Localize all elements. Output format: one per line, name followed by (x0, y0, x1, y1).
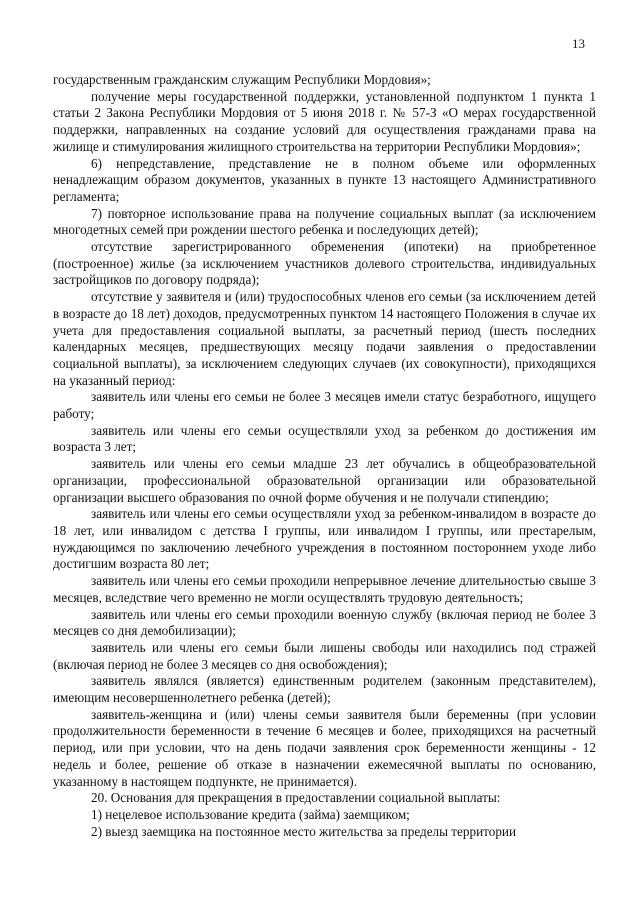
paragraph-item-20-termination-grounds: 20. Основания для прекращения в предоставлении социальной выплаты: (91, 790, 501, 806)
paragraph-disabled-care: заявитель или члены его семьи осуществляли уход за ребенком-инвалидом в возрасте до 18 лет, или инвалидом с детства I группы, или инвалидом I группы, или престарелым, нуждающимся по заключению лечебного учреждения в постоянном постороннем уходе либо достигшим возраста 80 лет; (53, 506, 596, 572)
paragraph-no-mortgage-encumbrance: отсутствие зарегистрированного обременения (ипотеки) на приобретенное (построенное) жилье (за исключением участников долевого строительства, индивидуальных застройщиков по договору подряда); (53, 239, 596, 288)
paragraph-termination-1: 1) нецелевое использование кредита (займа) заемщиком; (91, 806, 410, 822)
paragraph-item-6-incomplete-documents: 6) непредставление, представление не в полном объеме или оформленных ненадлежащим образом документов, указанных в пункте 13 настоящего Административного регламента; (53, 155, 596, 204)
paragraph-item-7-repeated-use: 7) повторное использование права на получение социальных выплат (за исключением многодетных семей при рождении шестого ребенка и последующих детей); (53, 205, 596, 238)
paragraph-state-support-measure: получение меры государственной поддержки, установленной подпунктом 1 пункта 1 статьи 2 Закона Республики Мордовия от 5 июня 2018 г. № 57-З «О мерах государственной поддержки, направленных на создание условий для осуществления гражданами права на жилище и стимулирования жилищного строительства на территории Республики Мордовия»; (53, 88, 596, 154)
document-body (53, 72, 596, 840)
paragraph-child-care: заявитель или члены его семьи осуществляли уход за ребенком до достижения им возраста 3 лет; (53, 422, 596, 455)
paragraph-continuous-treatment: заявитель или члены его семьи проходили непрерывное лечение длительностью свыше 3 месяцев, вследствие чего временно не могли осуществлять трудовую деятельность; (53, 573, 596, 605)
paragraph-no-income: отсутствие у заявителя и (или) трудоспособных членов его семьи (за исключением детей в возрасте до 18 лет) доходов, предусмотренных пунктом 14 настоящего Положения в случае их учета для предоставления социальной выплаты, за расчетный период (шесть последних календарных месяцев, предшествующих месяцу подачи заявления о предоставлении социальной выплаты), за исключением следующих случаев (их совокупности), приходящихся на указанный период: (53, 289, 596, 388)
paragraph-pregnancy: заявитель-женщина и (или) члены семьи заявителя были беременны (при условии продолжительности беременности в течение 6 месяцев и более, приходящихся на расчетный период, или при условии, что на день подачи заявления срок беременности женщины - 12 недель и более, решение об отказе в назначении ежемесячной выплаты по основанию, указанному в настоящем подпункте, не принимается). (53, 706, 596, 789)
paragraph-full-time-study: заявитель или члены его семьи младше 23 лет обучались в общеобразовательной организации, профессиональной образовательной организации или образовательной организации высшего образования по очной форме обучения и не получали стипендию; (53, 456, 596, 505)
paragraph-imprisonment: заявитель или члены его семьи были лишены свободы или находились под стражей (включая период не более 3 месяцев со дня освобождения); (53, 639, 596, 672)
paragraph-unemployed-status: заявитель или члены его семьи не более 3 месяцев имели статус безработного, ищущего работу; (53, 389, 596, 422)
page-number: 13 (572, 36, 585, 51)
paragraph-termination-2: 2) выезд заемщика на постоянное место жительства за пределы территории (91, 823, 517, 839)
paragraph-continuation: государственным гражданским служащим Республики Мордовия»; (53, 72, 431, 87)
paragraph-military-service: заявитель или члены его семьи проходили военную службу (включая период не более 3 месяцев со дня демобилизации); (53, 606, 596, 639)
paragraph-single-parent: заявитель являлся (является) единственным родителем (законным представителем), имеющим несовершеннолетнего ребенка (детей); (53, 673, 596, 706)
